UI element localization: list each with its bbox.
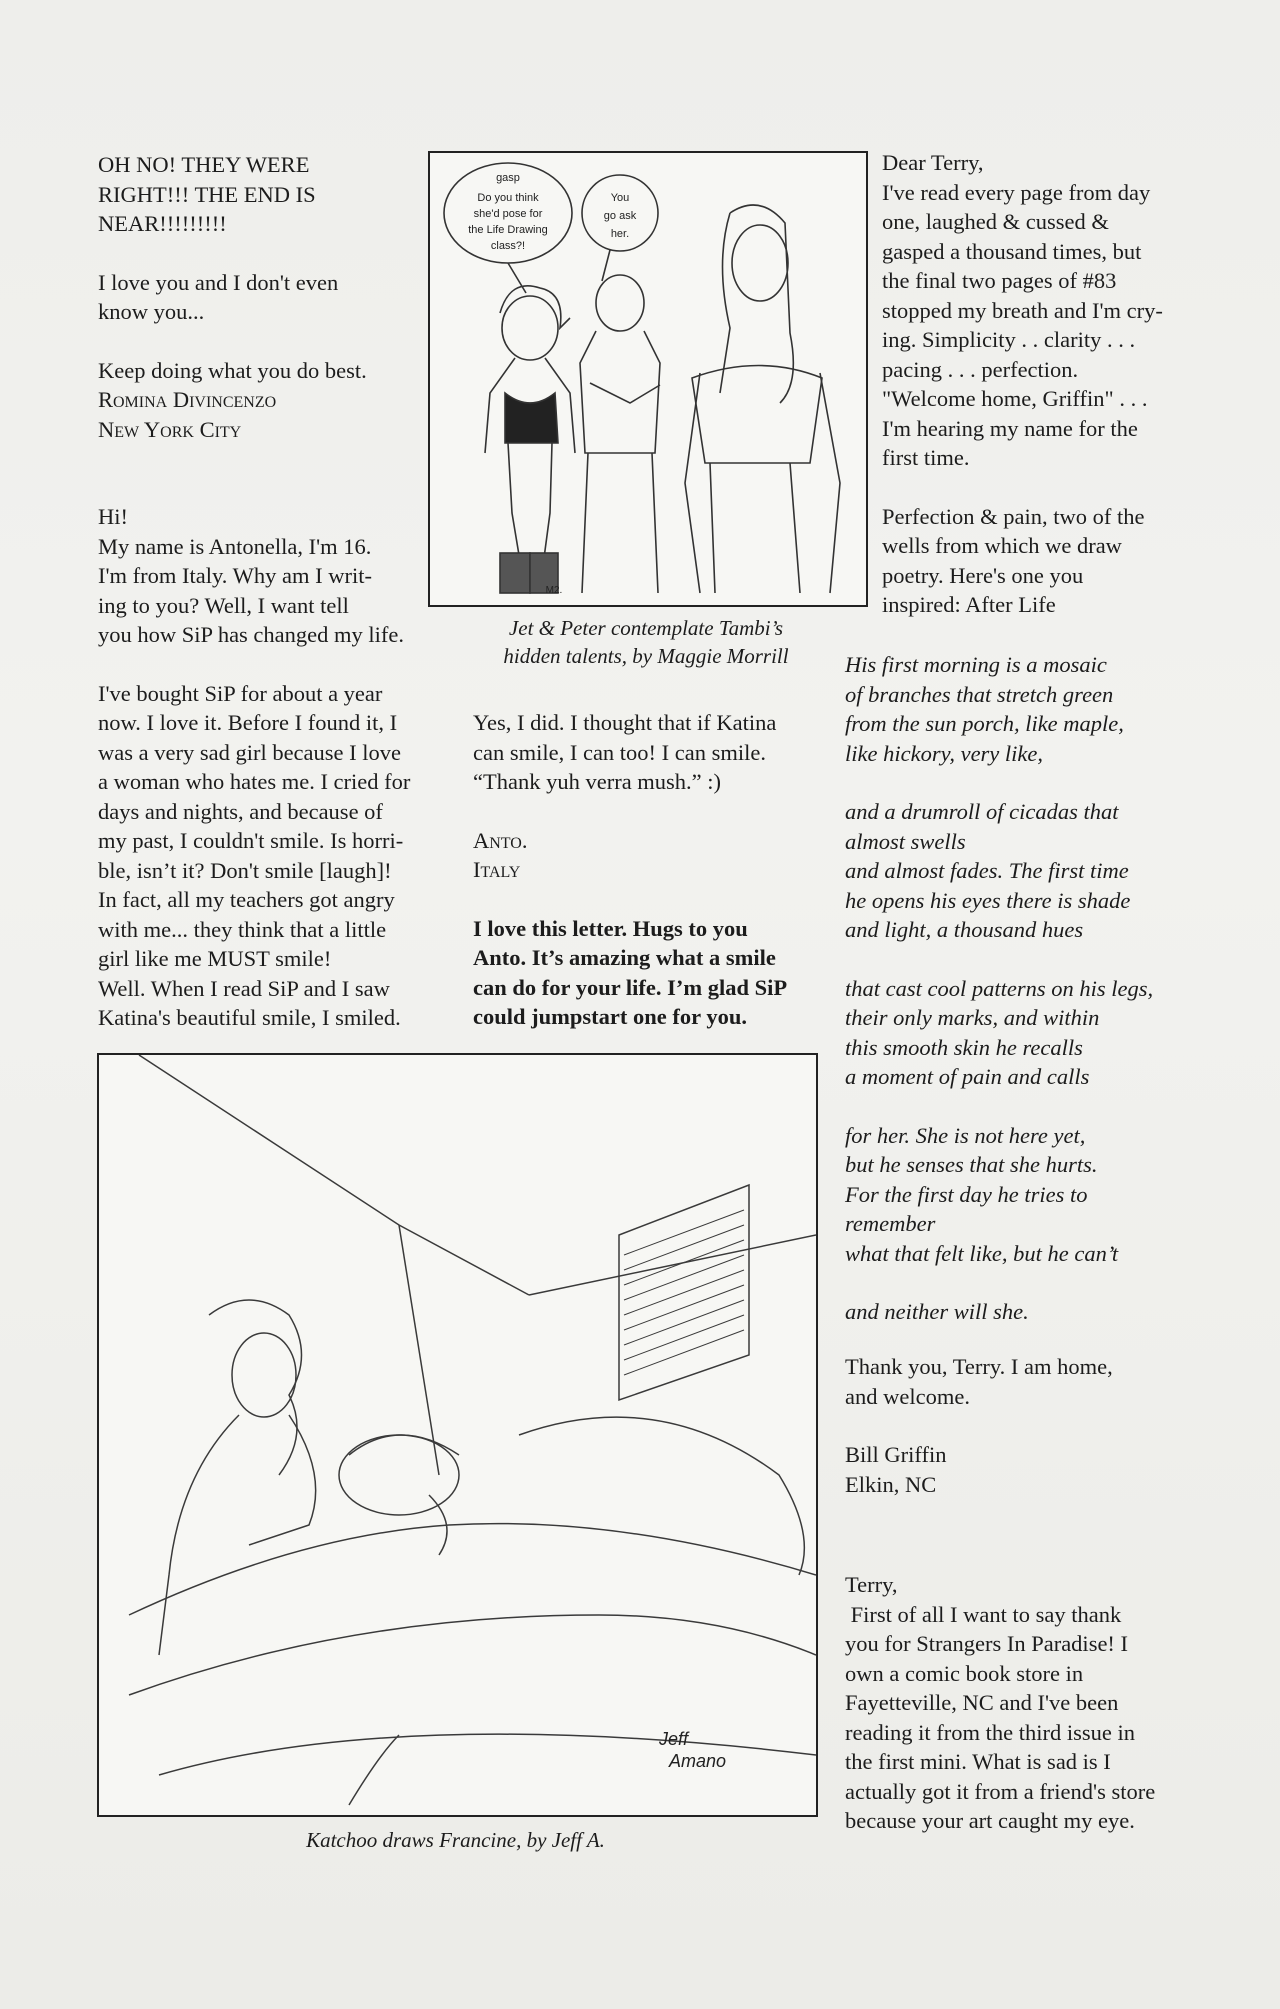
poem-line: and light, a thousand hues xyxy=(845,917,1084,942)
bubble-text-line: gasp xyxy=(496,172,520,184)
illustration-katchoo-francine xyxy=(97,1053,818,1817)
letter-signature-country: Italy xyxy=(473,857,521,882)
letter-signature-city: New York City xyxy=(98,416,242,442)
text-line: “Thank yuh verra mush.” :) xyxy=(473,769,722,794)
text-line: Fayetteville, NC and I've been xyxy=(845,1690,1119,1715)
text-line: pacing . . . perfection. xyxy=(882,356,1079,382)
poem-line: and a drumroll of cicadas that xyxy=(845,799,1119,824)
poem-line: their only marks, and within xyxy=(845,1005,1100,1030)
text-line: First of all I want to say thank xyxy=(845,1601,1122,1627)
text-line: the first mini. What is sad is I xyxy=(845,1749,1111,1774)
text-line: a woman who hates me. I cried for xyxy=(98,769,411,794)
poem-after-life xyxy=(845,650,1245,1327)
text-line: I'm from Italy. Why am I writ- xyxy=(98,563,372,588)
text-line: reading it from the third issue in xyxy=(845,1719,1135,1745)
text-line: was a very sad girl because I love xyxy=(98,739,402,765)
poem-line: from the sun porch, like maple, xyxy=(845,711,1124,736)
caption-line: hidden talents, by Maggie Morrill xyxy=(503,644,789,668)
text-line: Thank you, Terry. I am home, xyxy=(845,1354,1113,1379)
letter-signature-city: Elkin, NC xyxy=(845,1471,937,1497)
text-line: now. I love it. Before I found it, I xyxy=(98,710,398,735)
text-line: Perfection & pain, two of the xyxy=(882,503,1145,529)
text-line: I've read every page from day xyxy=(882,179,1151,205)
text-line: days and nights, and because of xyxy=(98,798,383,824)
text-line: first time. xyxy=(882,445,970,470)
poem-line: for her. She is not here yet, xyxy=(845,1122,1086,1148)
text-line: you for Strangers In Paradise! I xyxy=(845,1631,1129,1656)
text-line: one, laughed & cussed & xyxy=(882,209,1109,234)
poem-line: he opens his eyes there is shade xyxy=(845,887,1131,913)
poem-line: of branches that stretch green xyxy=(845,681,1114,707)
poem-line: remember xyxy=(845,1211,936,1236)
text-line: ing to you? Well, I want tell xyxy=(98,592,349,618)
letter-griffin-top xyxy=(882,148,1242,620)
text-line: I'm hearing my name for the xyxy=(882,415,1138,441)
text-line: "Welcome home, Griffin" . . . xyxy=(882,386,1148,411)
text-line: because your art caught my eye. xyxy=(845,1808,1135,1833)
letters-middle-column xyxy=(473,708,818,1032)
sketch-katchoo-francine xyxy=(99,1055,816,1815)
artist-signature: M2. xyxy=(545,585,563,596)
bubble-text-line: go ask xyxy=(603,210,637,222)
poem-line: almost swells xyxy=(845,828,966,854)
bubble-text-line: You xyxy=(610,192,630,204)
text-line: poetry. Here's one you xyxy=(882,562,1084,588)
text-line: I love you and I don't even xyxy=(98,269,339,295)
letter-store-owner xyxy=(845,1570,1245,1836)
text-line: stopped my breath and I'm cry- xyxy=(882,297,1163,323)
sketch-jet-peter-tambi xyxy=(430,153,866,605)
poem-line: a moment of pain and calls xyxy=(845,1064,1090,1089)
text-line: know you... xyxy=(98,299,205,324)
text-line: with me... they think that a little xyxy=(98,916,387,942)
letter-salutation: Terry, xyxy=(845,1572,898,1597)
text-line: can do for your life. I’m glad SiP xyxy=(473,974,788,1000)
text-line: you how SiP has changed my life. xyxy=(98,622,405,647)
bubble-text-line: her. xyxy=(610,228,630,240)
text-line: own a comic book store in xyxy=(845,1660,1084,1686)
caption-line: Jet & Peter contemplate Tambi’s xyxy=(508,616,784,640)
text-line: Well. When I read SiP and I saw xyxy=(98,975,390,1001)
illustration-caption-top xyxy=(428,614,864,670)
text-line: my past, I couldn't smile. Is horri- xyxy=(98,828,404,853)
text-line: actually got it from a friend's store xyxy=(845,1778,1156,1804)
text-line: wells from which we draw xyxy=(882,533,1122,558)
letter-salutation: Dear Terry, xyxy=(882,150,984,175)
letter-signature-name: Anto. xyxy=(473,827,528,853)
poem-line: that cast cool patterns on his legs, xyxy=(845,975,1154,1001)
bubble-text-line: the Life Drawing xyxy=(468,224,548,236)
poem-line: but he senses that she hurts. xyxy=(845,1152,1098,1177)
editor-reply xyxy=(473,914,818,1032)
text-line: girl like me MUST smile! xyxy=(98,946,332,971)
letter-signature-name: Romina Divincenzo xyxy=(98,387,277,412)
text-line: Anto. It’s amazing what a smile xyxy=(473,945,776,970)
artist-signature-line: Jeff xyxy=(659,1729,689,1749)
poem-line: For the first day he tries to xyxy=(845,1181,1088,1207)
letter-signature-name: Bill Griffin xyxy=(845,1442,947,1467)
text-line: My name is Antonella, I'm 16. xyxy=(98,533,372,559)
text-line: OH NO! THEY WERE xyxy=(98,152,310,177)
poem-line: like hickory, very like, xyxy=(845,740,1044,766)
text-line: Katina's beautiful smile, I smiled. xyxy=(98,1005,401,1030)
text-line: I love this letter. Hugs to you xyxy=(473,915,748,941)
poem-line: and almost fades. The first time xyxy=(845,858,1129,883)
text-line: and welcome. xyxy=(845,1383,970,1409)
text-line: NEAR!!!!!!!!! xyxy=(98,211,227,236)
text-line: Keep doing what you do best. xyxy=(98,357,367,383)
illustration-jet-peter xyxy=(428,151,868,607)
bubble-text-line: Do you think xyxy=(477,192,539,204)
poem-line: His first morning is a mosaic xyxy=(845,652,1107,677)
text-line: In fact, all my teachers got angry xyxy=(98,887,395,912)
text-line: gasped a thousand times, but xyxy=(882,238,1142,264)
text-line: inspired: After Life xyxy=(882,592,1056,617)
artist-signature-line: Amano xyxy=(669,1751,727,1771)
text-line: I've bought SiP for about a year xyxy=(98,680,383,706)
text-line: the final two pages of #83 xyxy=(882,268,1117,293)
bubble-text-line: she'd pose for xyxy=(473,208,543,220)
poem-line: this smooth skin he recalls xyxy=(845,1034,1083,1060)
text-line: RIGHT!!! THE END IS xyxy=(98,181,316,207)
letter-anto xyxy=(98,502,438,1033)
bubble-text-line: class?! xyxy=(490,240,526,252)
text-line: ing. Simplicity . . clarity . . . xyxy=(882,327,1136,352)
text-line: ble, isn’t it? Don't smile [laugh]! xyxy=(98,857,392,883)
poem-line: and neither will she. xyxy=(845,1299,1029,1324)
text-line: Yes, I did. I thought that if Katina xyxy=(473,710,777,735)
text-line: can smile, I can too! I can smile. xyxy=(473,739,767,765)
poem-line: what that felt like, but he can’t xyxy=(845,1240,1119,1266)
letters-left-column xyxy=(98,150,438,1033)
text-line: Hi! xyxy=(98,504,128,529)
illustration-caption-bottom: Katchoo draws Francine, by Jeff A. xyxy=(306,1828,605,1852)
letter-griffin-bottom xyxy=(845,1352,1245,1499)
letter-romina xyxy=(98,150,438,444)
text-line: could jumpstart one for you. xyxy=(473,1004,747,1029)
